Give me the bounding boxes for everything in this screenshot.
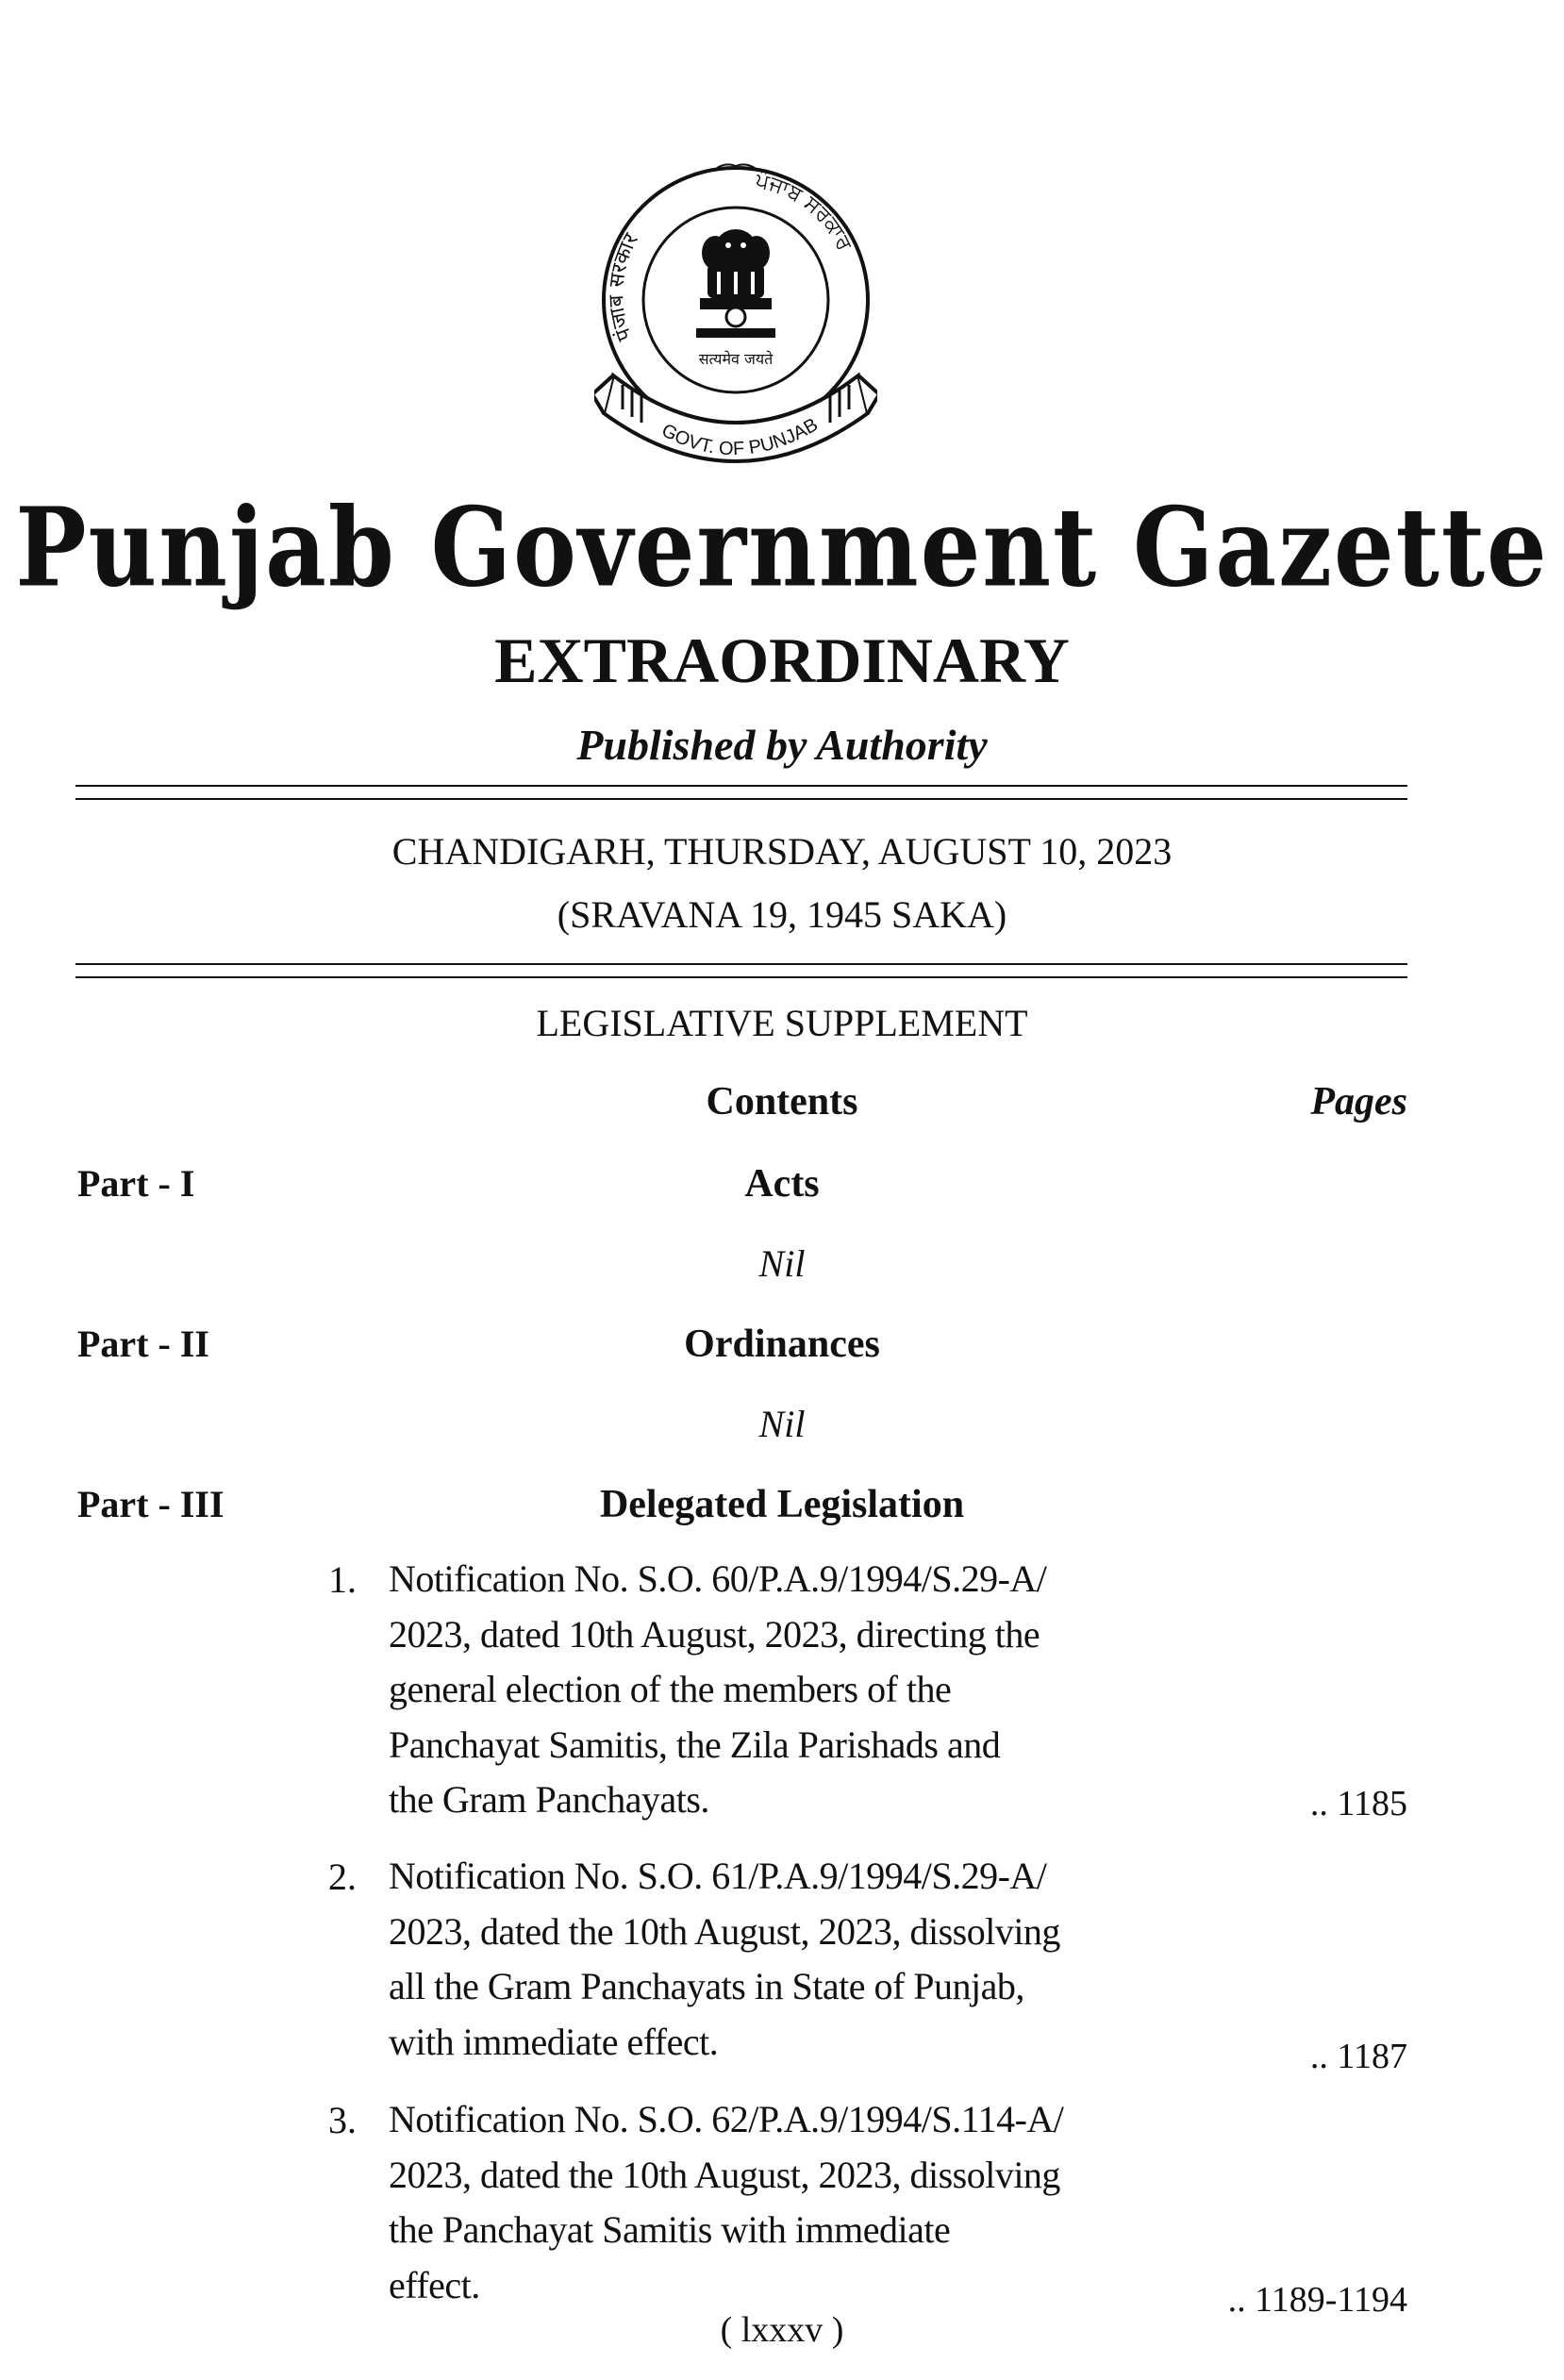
header-rule-bottom: [75, 798, 1407, 800]
item-3-number: 3.: [328, 2099, 357, 2141]
part-2-nil: Nil: [758, 1403, 806, 1445]
item-2-line: 2023, dated the 10th August, 2023, dissolving: [389, 1909, 1060, 1953]
item-3-line: effect.: [389, 2263, 480, 2306]
item-1-line: general election of the members of the: [389, 1668, 952, 1710]
seal-motto: सत्यमेव जयते: [698, 350, 774, 368]
item-2-line: all the Gram Panchayats in State of Punjab,: [389, 1965, 1024, 2007]
svg-text:ਪੰਜਾਬ ਸਰਕਾਰ: [753, 169, 857, 255]
part-2-label: Part - II: [77, 1323, 209, 1365]
item-2-line: Notification No. S.O. 61/P.A.9/1994/S.29-A/: [389, 1855, 1047, 1897]
header-rule-top: [75, 785, 1407, 787]
contents-heading: Contents: [706, 1080, 858, 1123]
dateline-date: CHANDIGARH, THURSDAY, AUGUST 10, 2023: [391, 830, 1173, 873]
item-1-line: Panchayat Samitis, the Zila Parishads and: [389, 1723, 1001, 1766]
pages-heading: Pages: [1310, 1080, 1407, 1123]
item-1-line: Notification No. S.O. 60/P.A.9/1994/S.29-A/: [389, 1557, 1047, 1600]
item-1-number: 1.: [328, 1558, 357, 1601]
item-1-line: the Gram Panchayats.: [389, 1778, 709, 1821]
item-3-page: .. 1189-1194: [1227, 2280, 1407, 2320]
item-2-text: [389, 1849, 1124, 2070]
item-2-line: with immediate effect.: [389, 2020, 719, 2063]
part-3-title: Delegated Legislation: [599, 1483, 965, 1526]
seal-text-right: ਪੰਜਾਬ ਸਰਕਾਰ: [753, 169, 857, 255]
dateline-rule-bottom: [75, 976, 1407, 978]
published-by-authority: Published by Authority: [576, 721, 988, 769]
item-1-text: [389, 1552, 1124, 1828]
item-1-page: .. 1185: [1309, 1784, 1407, 1823]
item-3-line: the Panchayat Samitis with immediate: [389, 2208, 951, 2251]
dateline-saka: (SRAVANA 19, 1945 SAKA): [557, 893, 1007, 936]
svg-text:पंजाब सरकार: [605, 229, 643, 344]
supplement-heading: LEGISLATIVE SUPPLEMENT: [536, 1002, 1028, 1044]
item-3-text: [389, 2092, 1124, 2313]
part-3-label: Part - III: [77, 1483, 225, 1525]
part-2-title: Ordinances: [684, 1323, 880, 1366]
part-1-nil: Nil: [758, 1242, 806, 1285]
item-1-line: 2023, dated 10th August, 2023, directing the: [389, 1612, 1040, 1656]
item-3-line: 2023, dated the 10th August, 2023, dissolving: [389, 2153, 1060, 2196]
dateline-rule-top: [75, 963, 1407, 965]
page-number-roman: ( lxxxv ): [720, 2310, 844, 2350]
gazette-masthead-title: Punjab Government Gazette: [15, 483, 1549, 611]
part-1-title: Acts: [744, 1162, 820, 1206]
item-2-page: .. 1187: [1309, 2037, 1407, 2076]
seal-ribbon-text: GOVT. OF PUNJAB: [657, 414, 822, 460]
part-1-label: Part - I: [77, 1162, 195, 1205]
punjab-government-seal: [594, 158, 877, 484]
seal-text-left: पंजाब सरकार: [605, 229, 644, 344]
gazette-edition: EXTRAORDINARY: [494, 624, 1070, 696]
item-3-line: Notification No. S.O. 62/P.A.9/1994/S.114-A/: [389, 2098, 1064, 2140]
item-2-number: 2.: [328, 1856, 357, 1898]
